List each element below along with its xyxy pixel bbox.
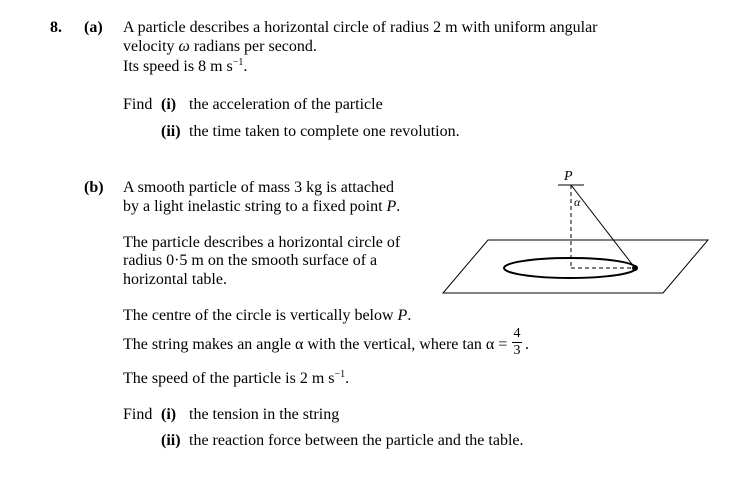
part-b-speed-exponent: −1 <box>334 369 346 380</box>
part-b-sub-i-label: (i) <box>161 406 177 423</box>
part-b-line3: The particle describes a horizontal circle of <box>123 234 401 251</box>
part-b-find: Find <box>123 406 153 423</box>
part-a-line1: A particle describes a horizontal circle of radius 2 m with uniform angular <box>123 19 598 36</box>
particle <box>632 265 638 271</box>
part-b-sub-i-text: the tension in the string <box>189 406 340 423</box>
part-a-sub-ii-text: the time taken to complete one revolution. <box>189 123 460 140</box>
conical-pendulum-diagram <box>438 165 718 300</box>
part-b-speed-end: . <box>345 370 350 387</box>
part-a-speed-text: Its speed is 8 m s <box>123 58 233 75</box>
tan-end: . <box>525 336 529 353</box>
question-number: 8. <box>50 19 62 36</box>
part-a-sub-ii-label: (ii) <box>161 123 181 140</box>
angle-alpha-label: α <box>574 195 581 209</box>
point-p-ref: P <box>386 198 397 215</box>
part-a-speed-exponent: −1 <box>232 57 244 68</box>
part-a-speed-end: . <box>243 58 248 75</box>
point-p-ref-2: P <box>397 307 408 324</box>
part-b-line5: horizontal table. <box>123 271 227 288</box>
part-a-line2 <box>123 38 317 56</box>
omega-symbol: ω <box>178 38 190 55</box>
point-p-label: P <box>564 169 573 184</box>
part-a-line2-post: radians per second. <box>189 38 317 55</box>
part-b-line7: The string makes an angle α with the vertical, where tan α = <box>123 336 508 353</box>
part-a-label: (a) <box>84 19 103 36</box>
part-b-speed-text: The speed of the particle is 2 m s <box>123 370 335 387</box>
part-b-sub-ii-text: the reaction force between the particle and the table. <box>189 432 524 449</box>
table-plane <box>443 240 708 293</box>
part-b-line2-post: . <box>396 198 401 215</box>
part-a-sub-i-label: (i) <box>161 96 177 113</box>
part-a-line3 <box>123 58 247 76</box>
string <box>571 185 635 268</box>
tan-fraction <box>510 327 524 358</box>
tan-numerator: 4 <box>513 326 521 341</box>
part-b-line1: A smooth particle of mass 3 kg is attached <box>123 179 395 196</box>
part-a-sub-i-text: the acceleration of the particle <box>189 96 383 113</box>
part-b-line6 <box>123 307 411 325</box>
part-b-line2 <box>123 198 400 216</box>
part-b-line6-pre: The centre of the circle is vertically below <box>123 307 398 324</box>
part-a-line2-pre: velocity <box>123 38 179 55</box>
part-b-line8 <box>123 370 349 388</box>
part-b-label: (b) <box>84 179 104 196</box>
part-b-sub-ii-label: (ii) <box>161 432 181 449</box>
tan-denominator: 3 <box>513 343 521 358</box>
part-b-line2-pre: by a light inelastic string to a fixed point <box>123 198 387 215</box>
part-b-line4: radius 0·5 m on the smooth surface of a <box>123 252 378 269</box>
part-a-find: Find <box>123 96 153 113</box>
part-b-line6-post: . <box>407 307 412 324</box>
